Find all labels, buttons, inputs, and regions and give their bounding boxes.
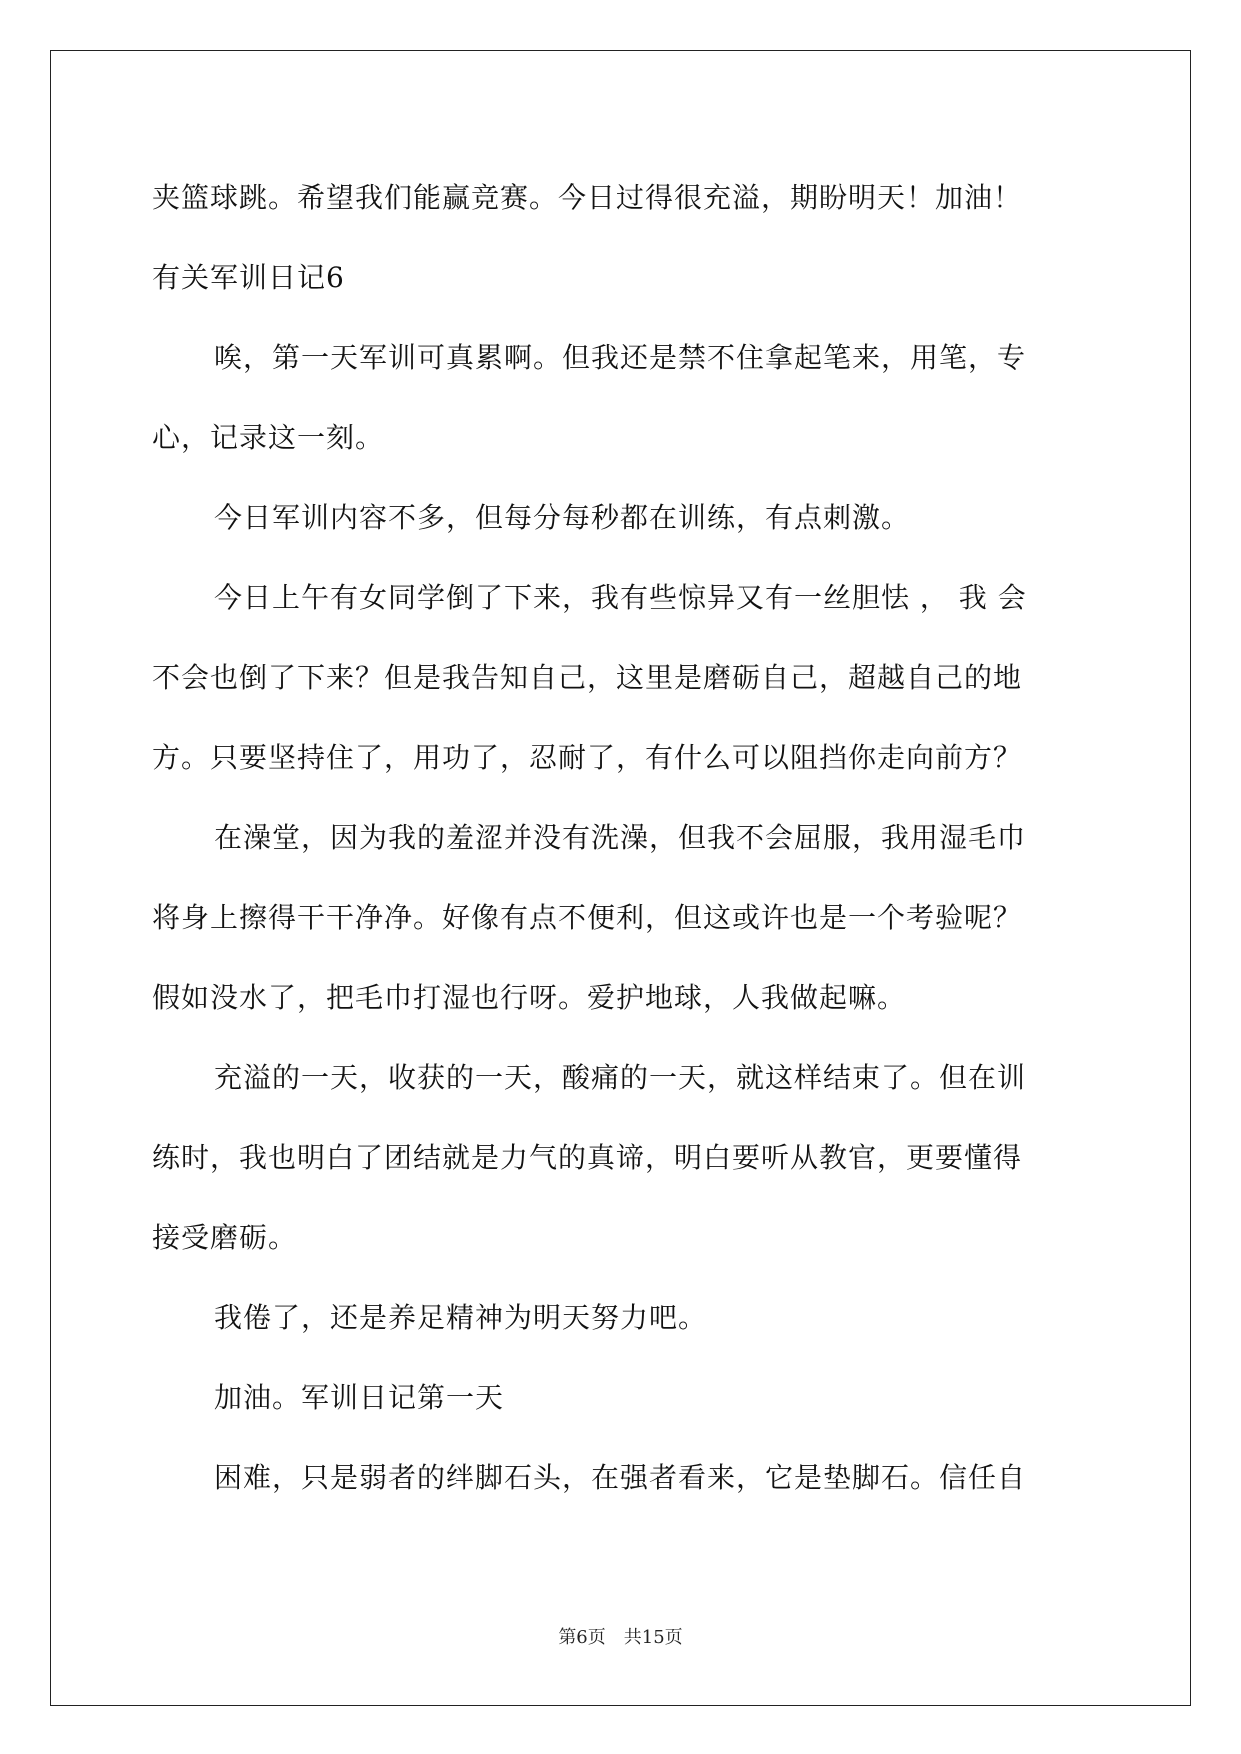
text-line: 夹篮球跳。希望我们能赢竞赛。今日过得很充溢，期盼明天！加油！ bbox=[152, 181, 1023, 214]
text-line: 今日军训内容不多，但每分每秒都在训练，有点刺激。 bbox=[214, 501, 911, 534]
text-line: 假如没水了，把毛巾打湿也行呀。爱护地球，人我做起嘛。 bbox=[152, 981, 907, 1014]
document-body bbox=[152, 158, 1092, 1518]
text-line: 接受磨砺。 bbox=[152, 1221, 298, 1254]
text-line: 练时，我也明白了团结就是力气的真谛，明白要听从教官，更要懂得 bbox=[152, 1141, 1023, 1174]
text-line: 在澡堂，因为我的羞涩并没有洗澡，但我不会屈服，我用湿毛巾 bbox=[214, 821, 1027, 854]
text-line: 将身上擦得干干净净。好像有点不便利，但这或许也是一个考验呢？ bbox=[152, 901, 1023, 934]
text-line: 唉，第一天军训可真累啊。但我还是禁不住拿起笔来，用笔，专 bbox=[214, 341, 1027, 374]
text-line: 今日上午有女同学倒了下来，我有些惊异又有一丝胆怯 ， 我 会 bbox=[214, 581, 1027, 614]
section-heading: 有关军训日记6 bbox=[152, 261, 345, 294]
text-line: 加油。军训日记第一天 bbox=[214, 1381, 505, 1414]
text-line: 我倦了，还是养足精神为明天努力吧。 bbox=[214, 1301, 708, 1334]
page-number-footer: 第6页 共15页 bbox=[558, 1627, 683, 1648]
text-line: 心，记录这一刻。 bbox=[152, 421, 385, 454]
text-line: 困难，只是弱者的绊脚石头，在强者看来，它是垫脚石。信任自 bbox=[214, 1461, 1027, 1494]
text-line: 不会也倒了下来？但是我告知自己，这里是磨砺自己，超越自己的地 bbox=[152, 661, 1023, 694]
text-line: 充溢的一天，收获的一天，酸痛的一天，就这样结束了。但在训 bbox=[214, 1061, 1027, 1094]
text-line: 方。只要坚持住了，用功了，忍耐了，有什么可以阻挡你走向前方？ bbox=[152, 741, 1023, 774]
